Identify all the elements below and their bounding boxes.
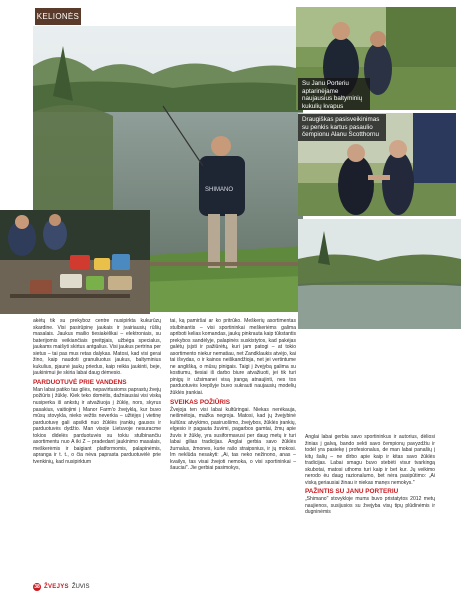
text-column-3 — [305, 434, 435, 516]
bait-table-photo — [0, 210, 150, 314]
page-number: 38 — [34, 584, 40, 590]
angler-figure — [199, 156, 245, 216]
col3-heading: PAŽINTIS SU JANU PORTERIU — [305, 488, 399, 496]
gear-image — [0, 210, 150, 314]
col3-body-paragraph: „Shimano" stovykloje mums buvo pristatytos 2012 metų naujienos, susijusios su žvejyba visų tipų plūdinėmis ir dugninėmis — [305, 496, 435, 516]
magazine-name: ŽVEJYS — [44, 584, 69, 590]
text-column-1 — [33, 318, 161, 465]
page-footer — [33, 583, 89, 591]
col1-heading: PARDUOTUVĖ PRIE VANDENS — [33, 378, 127, 386]
col3-intro-paragraph: Anglai labai gerbia savo sportininkus ir autorius, dėliosi žinias į galvą, bando sekti savo čempionų pavyzdžiu ir todėl yra pasiekę į profesionalus, de man labai panašių į kitų šalių – ne dirbo apie kaip ir kitas savo žūklės tradicijas. Labai smagu buvo stebėti visur tvarkingą skubotai, matosi uthoms turi kaip ir bet kur. Jų veikimo nerodo ėu daug razionalumo, bet nėra pasipūtimo: „Ai viską geriausiai žinau ir niekas manęs nemokys." — [305, 434, 435, 486]
scotthorn-photo — [298, 113, 456, 216]
shimano-shirt-label: SHIMANO — [205, 187, 234, 193]
col2-heading: SVEIKAS POŽIŪRIS — [170, 398, 231, 406]
lower-lake-photo — [298, 219, 461, 329]
text-column-2 — [170, 318, 296, 472]
col1-body-paragraph: Man labai patiko tas gilės, nepavirtusioms paprastų žvejų požiūris į žūklę. Kiek teko domėtis, dažniausiai visi viską nusiperka iš ankstų ir atvažiuoja į žūklę, nors, skyrus pasakius, vaitiojimi į Manor Farm'o žvejyklą, kur buvo mūsų stovykla, nieko vežtis neverkia – užtėjęs į vietinę parduotuvę gali apsikti nuo žūklės įrankių gausos ir parduotuvės dydžio. Man visoje Lietuvoje nesuracme tokios didelės parduotuvės su tokiu stulbinančiu asortimentu nuo A iki Z – pradedant jaukinimo masalais, meškerėmis ir baigiant platformomis, palapinėmis, apranga ir t. t., o čia nėva paprasta parduotuvėlė prie tvenkinių, kad nusipirktum — [33, 386, 161, 465]
section-tag: KELIONĖS — [35, 8, 81, 25]
porter-caption: Su Janu Porteriu aptarinėjame naujausius baltyminių kukulių kvapus — [298, 78, 370, 110]
scotthorn-caption: Draugiškas pasisveikinimas su penkis kartus pasaulio čempionu Alanu Scotthornu — [298, 114, 386, 141]
lake-view-image — [298, 219, 461, 329]
col1-intro-paragraph: akėtų tik su prekyboz centre nusipirkta kukurūzų skardine. Visi pasirūpinę jaukais ir įvairiausių rūšių masalais. Jaukus mailio tiesiakėlikai – elektroniais, su baterijomis veikiančiais greitpjais, užbėga specialus, jaukams maišyti skirtus antgalius. Visi jaukus pertrina per sietus – tai pas mus retas dalykas. Matosi, kad visi gerai žino, kaip naudoti granuliuotus jaukus, baltyminius kukulius, pjaunė jaukų priedus, kaip reikia jaukinti, beje, jaukinimui jie skiria labai daug dėmesio. — [33, 318, 161, 377]
issue-label: ŽUVIS — [71, 584, 90, 590]
col2-body-paragraph: Žvejoja ten visi labai kultūringai. Niekas nerėkauja, neišmėtoja, mažka negroja. Matosi, kad jų žvejybinė kultūra: atvykimo, pasiruošimo, žvejybos, žūklės įrankių, elgesio ir pagauta žuvimi, pagarbos gamtai, žmų apie žuvis ir žūklę, yra susiformavusi per daug metų ir turi labai gilias tradicijas. Anglai gerbia savo žūklės žurnalus, žmones, kurie rašo straipsnius, ir jų mokosi. Im neklūda nesakyti: „Ai, tas neko nežinono, anas – kvailys, tas visai žvejoti nemoka, o visi sportininkai – šauciai". Jie gerbiai pasimokys, — [170, 406, 296, 472]
porter-photo — [296, 7, 456, 110]
col2-intro-paragraph: tai, ką pamiršai ar ko pritrūko. Meškerių asortimentas stulbinantis – visi sportininkai meškeriėms galima apriboti kelias komandas, jaukų pinkrauta kaip tūkstantis prekybos sandėlyje, palapinės suskistytos, kad pakėjas galėtų įsjsti ir pažiūrėtų, kuri jam patogi – at tokio asortimento niekur nematiau, net Zandklaukis atvėjo, kai tai išvydas, o ir kainos neiškandžioja, net jei vertintume ne anglišką, o mūsų pinigais. Taigi į žvejybą galima su kostiumu, tiesiai iš darbo biure atvažiuoti, jei tik turi pinigų ir užsimanei visą įrangą atnaujinti, nes tos parduotuvės krepšyje buvo sukrauti naujausių modelių žūklės įrankiai. — [170, 318, 296, 397]
